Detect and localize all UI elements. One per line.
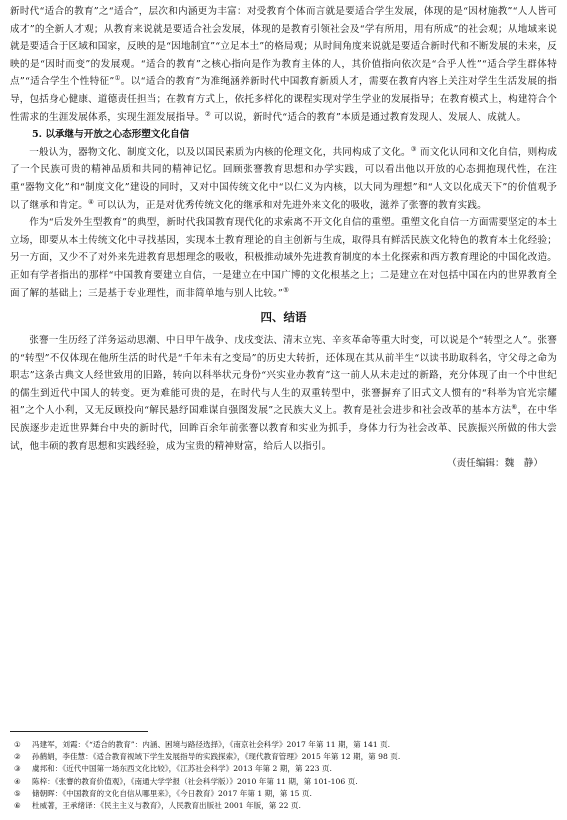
footnote-number: ① — [14, 740, 21, 749]
paragraph-2 — [10, 144, 557, 214]
subsection-heading: 5. 以承继与开放之心态形塑文化自信 — [32, 129, 190, 141]
footnote-text: 虞邦和：《近代中国第一场东西文化比较》，《江苏社会科学》2013 年第 2 期，第 223 页. — [32, 764, 332, 774]
footnote-number: ③ — [14, 764, 21, 774]
paragraph-text: 张謇一生历经了洋务运动思潮、中日甲午战争、戊戌变法、清末立宪、辛亥革命等重大时变，可以说是个“转型之人”。张謇的“转型”不仅体现在他所生活的时代是“千年未有之变局”的历史大转折，还体现在其从前半生“以读书助取科名，守父母之命为职志”这条古典文人经世致用的旧路，转向以科举状元身份“兴实业办教育”这一前人从未走过的新路，充分体现了由一个中世纪的儒生到近代中国人的转变。更为难能可贵的是，在时代与人生的双重转型中，张謇摒弃了旧式文人惯有的“科举为官光宗耀祖”之个人小利，又无反顾投向“解民悬纾国难谋自强图发展”之民族大义上。教育是社会进步和社会改革的基本方法 — [10, 335, 557, 417]
footnote-divider — [10, 731, 148, 732]
footnote-item — [14, 751, 554, 763]
footnote-item — [14, 739, 554, 751]
paragraph-3 — [10, 214, 557, 302]
footnote-item — [14, 788, 554, 800]
footnote-text: 孙鹤娟，李佳慧：《适合教育视域下学生发展指导的实践探索》，《现代教育管理》2015 年第 12 期，第 98 页. — [32, 752, 401, 762]
footnote-number: ⑤ — [14, 788, 21, 798]
footnote-item — [14, 776, 554, 788]
paragraph-text: 。以“适合的教育”为准绳涵养新时代中国教育新质人才，需要在教育内容上关注对学生生活发展的指导，包括身心健康、道德责任担当；在教育方式上，依托多样化的课程实现对学生学业的发展指导；在教育模式上，构建符合个性需求的生涯发展体系，实现生涯发展指导。 — [10, 76, 558, 123]
paragraph-text: 作为“后发外生型教育”的典型，新时代我国教育现代化的求索离不开文化自信的重塑。重塑文化自信一方面需要坚定的本土立场，即要从本土传统文化中寻找基因，实现本土教育理论的自主创新与生成，取得具有鲜活民族文化特色的教育本土化经验；另一方面，又少不了对外来先进教育思想理念的吸收，积极推动域外先进教育制度的本土化探索和西方教育理论的中国化改造。正如有学者指出的那样“中国教育要建立自信，一是建立在中国广博的文化根基之上；二是建立在对包括中国在内的世界教育全面了解的基础上；三是基于专业理性，而非简单地与别人比较。” — [10, 217, 557, 299]
footnote-text: 冯建军，刘霞：《“适合的教育”：内涵、困境与路径选择》，《南京社会科学》2017 年第 11 期，第 141 页. — [32, 740, 391, 749]
footnote-ref[interactable]: ④ — [87, 197, 94, 206]
footnote-text: 储朝晖：《中国教育的文化自信从哪里来》，《今日教育》2017 年第 1 期，第 15 页. — [32, 788, 312, 798]
footnote-ref[interactable]: ⑤ — [283, 285, 290, 294]
paragraph-text: 而文化认同和文化自信，则构成了一个民族可贵的精神品质和共同的精神记忆。回顾张謇教育思想和办学实践，可以看出他以开放的心态拥抱现代性，在注重“器物文化”和“制度文化”建设的同时，又对中国传统文化中“以仁义为内核，以大同为理想”和“人文以化成天下”的价值观予以了继承和肯定。 — [10, 146, 557, 211]
paragraph-text: 新时代“适合的教育”之“适合”，层次和内涵更为丰富：对受教育个体而言就是要适合学生发展，体现的是“因材施教”“人人皆可成才”的全新人才观；从教育来说就是要适合社会发展，体现的是教育引领社会及“学有所用，用有所成”的社会观；从地域来说就是要适合于区域和国家，反映的是“因地制宜”“立足本土”的格局观；从时间角度来说就是要适合新时代和不断发展的未来，反映的是“因时而变”的发展观。“适合的教育”之核心指向是作为教育主体的人，其价值指向依次是“合乎人性”“适合学生群体特点”“适合学生个性特征” — [10, 6, 557, 88]
paragraph-text: 可以认为，正是对优秀传统文化的继承和对先进外来文化的吸收，滋养了张謇的教育实践。 — [93, 199, 487, 211]
section-heading: 四、结语 — [260, 310, 307, 325]
footnote-text: 陈梓：《张謇的教育价值观》，《南通大学学报（社会科学版）》2010 年第 11 期，第 101-106 页. — [32, 776, 358, 786]
paragraph-text: 可以说，新时代“适合的教育”本质是通过教育发现人、发展人、成就人。 — [210, 111, 527, 123]
footnote-ref[interactable]: ① — [114, 74, 121, 83]
article-body — [10, 3, 557, 472]
footnote-list — [14, 739, 554, 812]
paragraph-text: 一般认为，器物文化、制度文化，以及以国民素质为内核的伦理文化，共同构成了文化。 — [29, 146, 411, 158]
responsible-editor: （责任编辑：魏 静） — [447, 458, 543, 470]
footnote-text: 杜威著，王承绪译：《民主主义与教育》，人民教育出版社 2001 年版，第 22 页. — [32, 801, 301, 811]
footnote-number: ⑥ — [14, 801, 21, 811]
paragraph-1 — [10, 3, 557, 126]
footnote-item — [14, 763, 554, 775]
paragraph-text: ，在中华民族逐步走近世界舞台中央的新时代，回眸百余年前张謇以教育和实业为抓手，身体力行为社会改革、民族振兴所做的伟大尝试，他丰硕的教育思想和实践经验，成为宝贵的精神财富，给后人以指引。 — [10, 405, 557, 452]
footnote-ref[interactable]: ② — [204, 109, 211, 118]
footnote-number: ④ — [14, 776, 21, 786]
paragraph-4 — [10, 332, 557, 455]
footnote-item — [14, 800, 554, 812]
footnote-number: ② — [14, 752, 21, 762]
footnote-ref[interactable]: ③ — [410, 144, 417, 153]
footnote-ref[interactable]: ⑥ — [511, 403, 518, 412]
